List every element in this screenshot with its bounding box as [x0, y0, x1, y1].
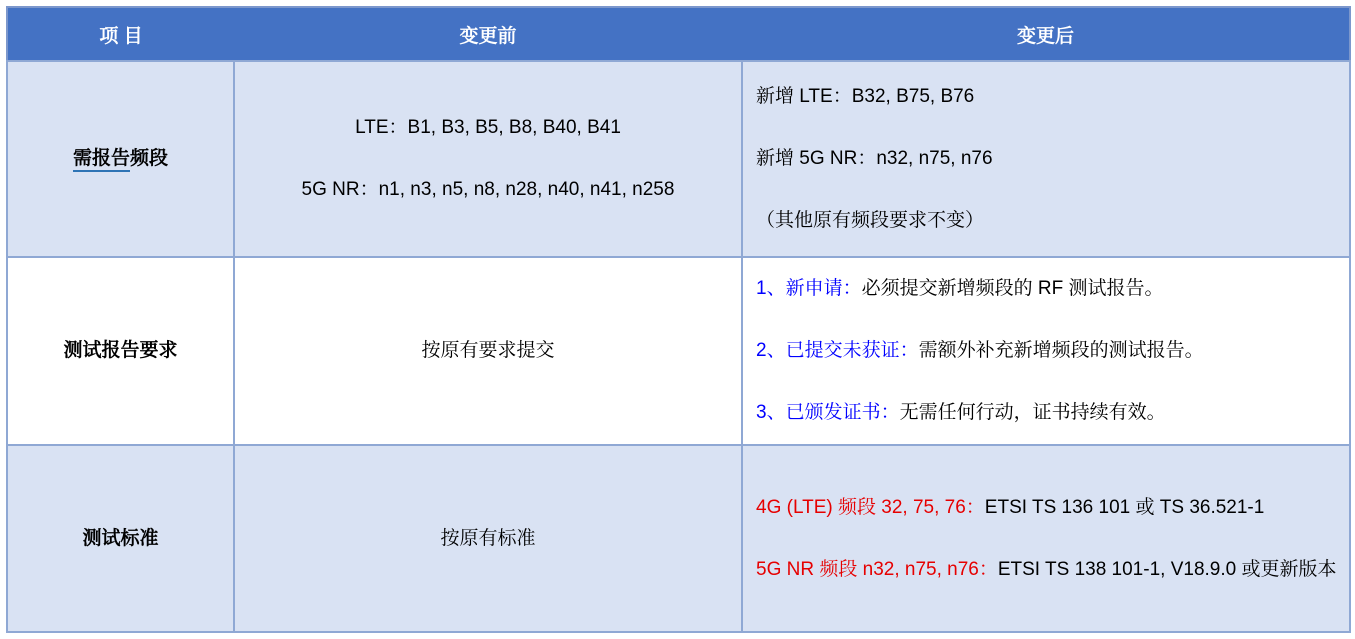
before-cell	[234, 257, 742, 445]
band-change-table	[6, 6, 1351, 633]
after-line	[756, 320, 1339, 382]
item-cell	[7, 257, 234, 445]
table-row-reporting-bands	[7, 61, 1350, 257]
after-line-prefix: 2、已提交未获证：	[756, 340, 919, 361]
before-cell	[234, 445, 742, 632]
item-label	[73, 148, 168, 172]
header-before: 变更前	[234, 7, 742, 61]
after-line-prefix: 3、已颁发证书：	[756, 402, 900, 423]
after-line: 新增 5G NR：n32, n75, n76	[756, 148, 993, 169]
after-line: 新增 LTE：B32, B75, B76	[756, 86, 975, 107]
after-line-body: 无需任何行动，证书持续有效。	[899, 402, 1166, 423]
after-line	[756, 539, 1339, 601]
after-line-body: 需额外补充新增频段的测试报告。	[918, 340, 1204, 361]
item-cell	[7, 445, 234, 632]
after-line	[756, 258, 1339, 320]
item-label-underlined: 需报告	[73, 148, 130, 172]
table-row-test-standards	[7, 445, 1350, 632]
after-line	[756, 382, 1339, 444]
after-line-prefix: 5G NR 频段 n32, n75, n76：	[756, 558, 998, 580]
before-line: LTE：B1, B3, B5, B8, B40, B41	[355, 117, 621, 138]
after-cell	[742, 61, 1350, 257]
before-line: 5G NR：n1, n3, n5, n8, n28, n40, n41, n258	[301, 179, 675, 200]
after-line-body: 必须提交新增频段的 RF 测试报告。	[861, 278, 1164, 299]
after-line-prefix: 1、新申请：	[756, 278, 862, 299]
item-label: 测试标准	[82, 527, 159, 549]
item-label-rest: 频段	[130, 148, 169, 169]
after-line-body: ETSI TS 138 101-1, V18.9.0 或更新版本	[997, 558, 1337, 580]
after-line: （其他原有频段要求不变）	[756, 210, 985, 231]
after-cell	[742, 445, 1350, 632]
item-cell	[7, 61, 234, 257]
after-line-body: ETSI TS 136 101 或 TS 36.521-1	[984, 496, 1265, 518]
header-after: 变更后	[742, 7, 1350, 61]
item-label: 测试报告要求	[63, 340, 178, 361]
before-line: 按原有标准	[440, 527, 536, 549]
table-row-test-report-requirements	[7, 257, 1350, 445]
table-header-row	[7, 7, 1350, 61]
after-line	[756, 477, 1339, 539]
after-line-prefix: 4G (LTE) 频段 32, 75, 76：	[756, 496, 985, 518]
header-item: 项 目	[7, 7, 234, 61]
before-cell	[234, 61, 742, 257]
after-cell	[742, 257, 1350, 445]
before-line: 按原有要求提交	[421, 340, 555, 361]
